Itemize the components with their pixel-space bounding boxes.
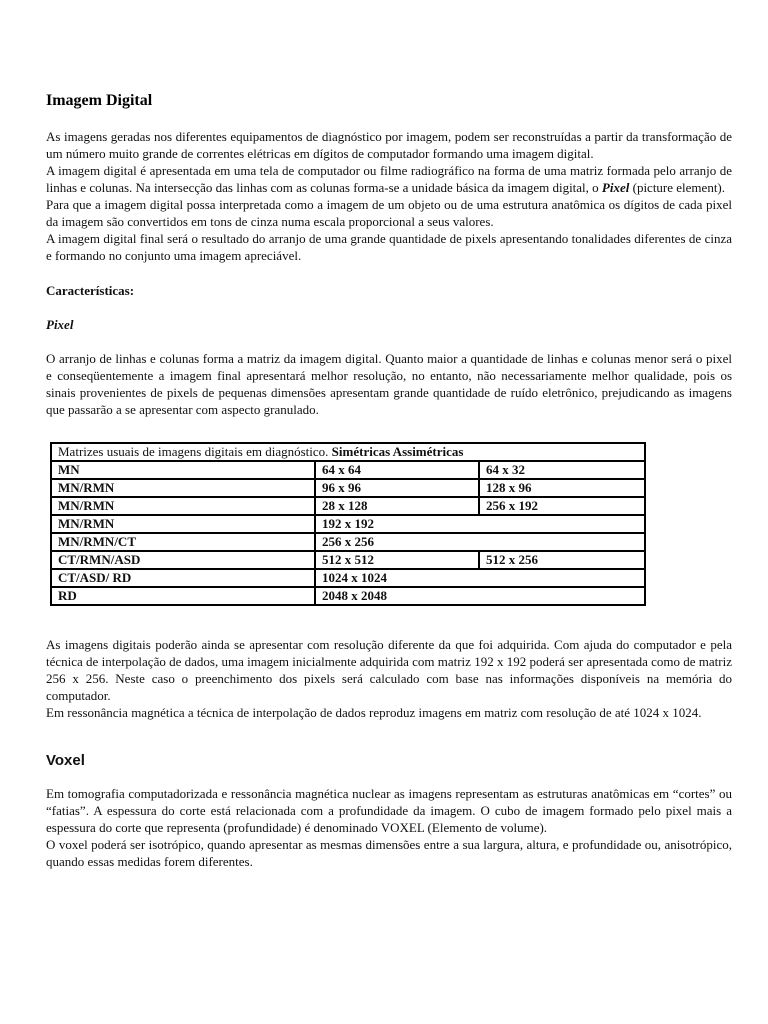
asymmetric-cell: 128 x 96 — [479, 479, 645, 497]
document-body — [46, 92, 732, 870]
symmetric-cell: 96 x 96 — [315, 479, 479, 497]
intro-paragraph-3: Para que a imagem digital possa interpretada como a imagem de um objeto ou de uma estrutura anatômica os dígitos de cada pixel da imagem são convertidos em tons de cinza numa escala proporcional a seus valores. — [46, 197, 732, 229]
table-row — [51, 461, 645, 479]
pixel-subheading: Pixel — [46, 317, 74, 332]
symmetric-cell: 2048 x 2048 — [315, 587, 645, 605]
intro-paragraph-2 — [46, 162, 732, 196]
table-caption — [51, 443, 645, 461]
table-caption-text: Matrizes usuais de imagens digitais em diagnóstico. — [58, 444, 329, 459]
table-row — [51, 587, 645, 605]
symmetric-cell: 28 x 128 — [315, 497, 479, 515]
asymmetric-cell: 64 x 32 — [479, 461, 645, 479]
table-row — [51, 497, 645, 515]
voxel-paragraph-2: O voxel poderá ser isotrópico, quando apresentar as mesmas dimensões entre a sua largura, altura, e profundidade ou, anisotrópico, quando essas medidas forem diferentes. — [46, 837, 732, 869]
intro-paragraph-4: A imagem digital final será o resultado do arranjo de uma grande quantidade de pixels apresentando tonalidades diferentes de cinza e formando no conjunto uma imagem apreciável. — [46, 231, 732, 263]
modality-cell: CT/ASD/ RD — [51, 569, 315, 587]
modality-cell: MN/RMN — [51, 497, 315, 515]
voxel-heading: Voxel — [46, 752, 85, 769]
table-row — [51, 533, 645, 551]
voxel-paragraph-1: Em tomografia computadorizada e ressonância magnética nuclear as imagens representam as estruturas anatômicas em “cortes” ou “fatias”. A espessura do corte está relacionada com a profundidade da imagem. O cubo de imagem formado pelo pixel mais a espessura do corte que representa (profundidade) é denominado VOXEL (Elemento de volume). — [46, 786, 732, 835]
table-row — [51, 551, 645, 569]
symmetric-cell: 512 x 512 — [315, 551, 479, 569]
symmetric-cell: 256 x 256 — [315, 533, 645, 551]
modality-cell: RD — [51, 587, 315, 605]
pixel-paragraph: O arranjo de linhas e colunas forma a matriz da imagem digital. Quanto maior a quantidade de linhas e colunas menor será o pixel e conseqüentemente a imagem final apresentará melhor resolução, no entanto, não necessariamente melhor qualidade, pois os sinais provenientes de pixels de pequenas dimensões apresentam grande quantidade de ruído eletrônico, prejudicando as imagens que passarão a se apresentar com aspecto granulado. — [46, 351, 732, 417]
pixel-term: Pixel — [601, 180, 630, 195]
table-caption-bold: Simétricas Assimétricas — [331, 444, 464, 459]
matrix-table — [50, 442, 646, 606]
symmetric-cell: 1024 x 1024 — [315, 569, 645, 587]
table-caption-row — [51, 443, 645, 461]
resolution-paragraph-1: As imagens digitais poderão ainda se apresentar com resolução diferente da que foi adquirida. Com ajuda do computador e pela técnica de interpolação de dados, uma imagem inicialmente adquirida com matriz 192 x 192 poderá ser apresentada como de matriz 256 x 256. Neste caso o preenchimento dos pixels será calculado com base nas informações disponíveis na memória do computador. — [46, 637, 732, 703]
modality-cell: MN/RMN — [51, 515, 315, 533]
symmetric-cell: 64 x 64 — [315, 461, 479, 479]
modality-cell: MN/RMN/CT — [51, 533, 315, 551]
intro-paragraph-2-text-b: (picture element). — [629, 180, 726, 195]
intro-paragraph-2-text-a: A imagem digital é apresentada em uma tela de computador ou filme radiográfico na forma de uma matriz formada pelo arranjo de linhas e colunas. Na intersecção das linhas com as colunas forma-se a unidade básica da imagem digital, o — [46, 163, 732, 195]
modality-cell: CT/RMN/ASD — [51, 551, 315, 569]
symmetric-cell: 192 x 192 — [315, 515, 645, 533]
asymmetric-cell: 512 x 256 — [479, 551, 645, 569]
page-title: Imagem Digital — [46, 92, 153, 109]
intro-paragraph-1: As imagens geradas nos diferentes equipamentos de diagnóstico por imagem, podem ser reconstruídas a partir da transformação de um número muito grande de correntes elétricas em dígitos de computador formando uma imagem digital. — [46, 129, 732, 161]
table-row — [51, 479, 645, 497]
modality-cell: MN/RMN — [51, 479, 315, 497]
asymmetric-cell: 256 x 192 — [479, 497, 645, 515]
table-row — [51, 515, 645, 533]
resolution-paragraph-2: Em ressonância magnética a técnica de interpolação de dados reproduz imagens em matriz com resolução de até 1024 x 1024. — [46, 705, 702, 720]
table-row — [51, 569, 645, 587]
characteristics-heading: Características: — [46, 283, 135, 298]
modality-cell: MN — [51, 461, 315, 479]
